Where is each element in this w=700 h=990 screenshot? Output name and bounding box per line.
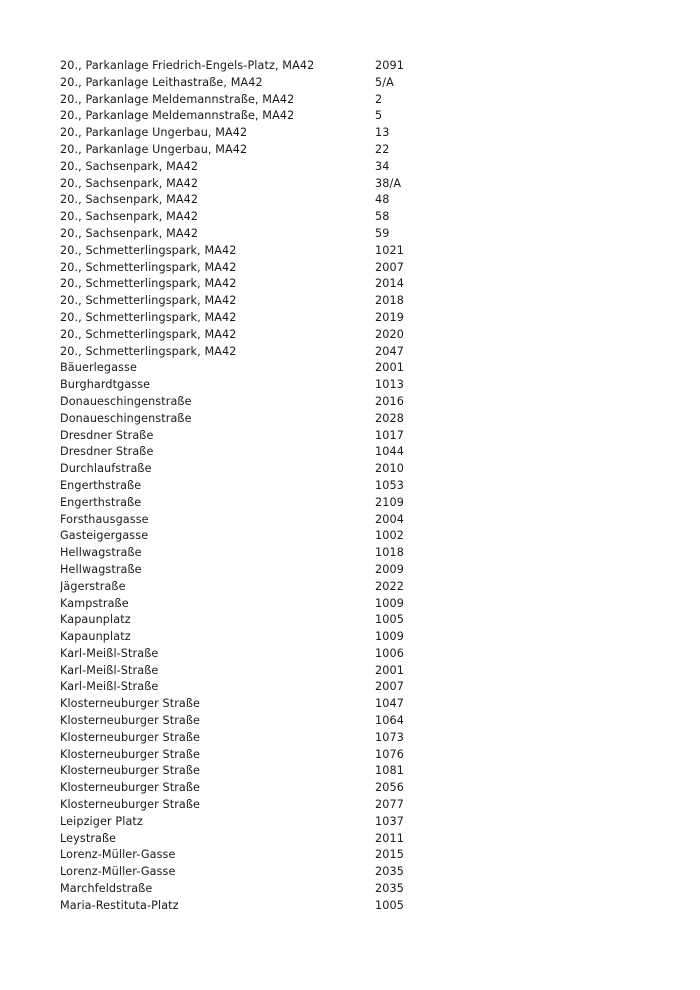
street-name-cell: 20., Schmetterlingspark, MA42	[60, 294, 237, 308]
number-cell: 1006	[375, 646, 404, 660]
street-name-cell: Jägerstraße	[60, 579, 126, 593]
table-row	[60, 461, 640, 478]
number-cell: 2010	[375, 462, 404, 476]
number-cell: 2004	[375, 512, 404, 526]
number-cell: 2091	[375, 59, 404, 72]
number-cell: 2018	[375, 294, 404, 308]
number-cell: 2009	[375, 562, 404, 576]
number-cell: 1044	[375, 445, 404, 459]
street-name-cell: Kapaunplatz	[60, 613, 131, 627]
street-name-cell: Klosterneuburger Straße	[60, 730, 201, 744]
street-name-cell: Bäuerlegasse	[60, 361, 137, 375]
number-cell: 1013	[375, 378, 404, 392]
table-row	[60, 528, 640, 545]
table-row	[60, 209, 640, 226]
table-row	[60, 763, 640, 780]
street-name-cell: Lorenz-Müller-Gasse	[60, 865, 176, 879]
number-cell: 2016	[375, 394, 404, 408]
table-row	[60, 142, 640, 159]
number-cell: 2056	[375, 781, 404, 795]
table-row	[60, 612, 640, 629]
number-cell: 2014	[375, 277, 404, 291]
table-row	[60, 881, 640, 898]
street-name-cell: 20., Schmetterlingspark, MA42	[60, 243, 237, 257]
table-row	[60, 344, 640, 361]
number-cell: 2035	[375, 865, 404, 879]
table-row	[60, 176, 640, 193]
table-row	[60, 545, 640, 562]
table-row	[60, 58, 640, 75]
street-name-cell: Burghardtgasse	[60, 378, 151, 392]
number-cell: 1037	[375, 814, 404, 828]
number-cell: 1021	[375, 243, 404, 257]
number-cell: 1047	[375, 697, 404, 711]
street-name-cell: 20., Parkanlage Ungerbau, MA42	[60, 142, 248, 156]
number-cell: 2022	[375, 579, 404, 593]
number-cell: 48	[375, 193, 390, 207]
table-row	[60, 596, 640, 613]
street-name-cell: Leystraße	[60, 831, 117, 845]
table-row	[60, 92, 640, 109]
number-cell: 1018	[375, 546, 404, 560]
number-cell: 1073	[375, 730, 404, 744]
table-row	[60, 327, 640, 344]
street-name-cell: Leipziger Platz	[60, 814, 143, 828]
number-cell: 2028	[375, 411, 404, 425]
street-name-cell: 20., Sachsenpark, MA42	[60, 159, 199, 173]
table-row	[60, 780, 640, 797]
table-row	[60, 495, 640, 512]
table-row	[60, 293, 640, 310]
number-cell: 2	[375, 92, 383, 106]
table-row	[60, 512, 640, 529]
number-cell: 1009	[375, 596, 404, 610]
table-row	[60, 864, 640, 881]
table-row	[60, 411, 640, 428]
number-cell: 2007	[375, 260, 404, 274]
number-cell: 1002	[375, 529, 404, 543]
street-name-cell: 20., Parkanlage Leithastraße, MA42	[60, 75, 263, 89]
table-row	[60, 394, 640, 411]
street-name-cell: 20., Schmetterlingspark, MA42	[60, 327, 237, 341]
number-cell: 2035	[375, 882, 404, 896]
table-row	[60, 444, 640, 461]
table-row	[60, 192, 640, 209]
street-name-cell: Karl-Meißl-Straße	[60, 646, 159, 660]
number-cell: 2007	[375, 680, 404, 694]
street-name-cell: Gasteigergasse	[60, 529, 149, 543]
table-row	[60, 747, 640, 764]
street-name-cell: Donaueschingenstraße	[60, 411, 192, 425]
table-row	[60, 377, 640, 394]
street-name-cell: Klosterneuburger Straße	[60, 697, 201, 711]
street-name-cell: Dresdner Straße	[60, 428, 154, 442]
number-cell: 1005	[375, 613, 404, 627]
street-name-cell: Klosterneuburger Straße	[60, 781, 201, 795]
street-name-cell: Maria-Restituta-Platz	[60, 898, 179, 912]
street-name-cell: 20., Parkanlage Ungerbau, MA42	[60, 126, 248, 140]
street-name-cell: Klosterneuburger Straße	[60, 747, 201, 761]
table-row	[60, 75, 640, 92]
table-row	[60, 243, 640, 260]
number-cell: 58	[375, 210, 390, 224]
table-row	[60, 898, 640, 915]
street-name-cell: Lorenz-Müller-Gasse	[60, 848, 176, 862]
number-cell: 13	[375, 126, 390, 140]
table-row	[60, 663, 640, 680]
table-row	[60, 679, 640, 696]
number-cell: 2019	[375, 310, 404, 324]
number-cell: 1009	[375, 630, 404, 644]
number-cell: 2015	[375, 848, 404, 862]
table-row	[60, 831, 640, 848]
number-cell: 5	[375, 109, 383, 123]
table-row	[60, 713, 640, 730]
number-cell: 1017	[375, 428, 404, 442]
street-name-cell: Forsthausgasse	[60, 512, 149, 526]
street-name-cell: Durchlaufstraße	[60, 462, 152, 476]
street-name-cell: Karl-Meißl-Straße	[60, 680, 159, 694]
number-cell: 34	[375, 159, 390, 173]
street-name-cell: Karl-Meißl-Straße	[60, 663, 159, 677]
street-name-cell: 20., Sachsenpark, MA42	[60, 193, 199, 207]
number-cell: 38/A	[375, 176, 402, 190]
street-name-cell: 20., Schmetterlingspark, MA42	[60, 310, 237, 324]
number-cell: 2109	[375, 495, 404, 509]
table-row	[60, 730, 640, 747]
number-cell: 2077	[375, 798, 404, 812]
street-name-cell: Donaueschingenstraße	[60, 394, 192, 408]
address-listing-table	[60, 58, 640, 915]
street-name-cell: Klosterneuburger Straße	[60, 714, 201, 728]
street-name-cell: 20., Sachsenpark, MA42	[60, 210, 199, 224]
table-row	[60, 360, 640, 377]
street-name-cell: 20., Parkanlage Meldemannstraße, MA42	[60, 109, 295, 123]
table-row	[60, 108, 640, 125]
table-row	[60, 478, 640, 495]
table-row	[60, 629, 640, 646]
street-name-cell: 20., Schmetterlingspark, MA42	[60, 344, 237, 358]
street-name-cell: Klosterneuburger Straße	[60, 764, 201, 778]
street-name-cell: Klosterneuburger Straße	[60, 798, 201, 812]
street-name-cell: 20., Sachsenpark, MA42	[60, 176, 199, 190]
street-name-cell: Kampstraße	[60, 596, 129, 610]
table-row	[60, 814, 640, 831]
number-cell: 2001	[375, 663, 404, 677]
street-name-cell: 20., Parkanlage Friedrich-Engels-Platz, MA42	[60, 59, 315, 72]
table-row	[60, 696, 640, 713]
table-row	[60, 847, 640, 864]
number-cell: 1053	[375, 478, 404, 492]
number-cell: 1076	[375, 747, 404, 761]
table-row	[60, 276, 640, 293]
table-row	[60, 579, 640, 596]
number-cell: 2020	[375, 327, 404, 341]
table-row	[60, 797, 640, 814]
number-cell: 2001	[375, 361, 404, 375]
street-name-cell: Hellwagstraße	[60, 546, 142, 560]
table-row	[60, 159, 640, 176]
street-name-cell: Kapaunplatz	[60, 630, 131, 644]
number-cell: 59	[375, 226, 390, 240]
table-row	[60, 428, 640, 445]
street-name-cell: 20., Parkanlage Meldemannstraße, MA42	[60, 92, 295, 106]
number-cell: 1081	[375, 764, 404, 778]
number-cell: 5/A	[375, 75, 394, 89]
number-cell: 22	[375, 142, 390, 156]
street-name-cell: 20., Sachsenpark, MA42	[60, 226, 199, 240]
street-name-cell: Engerthstraße	[60, 478, 142, 492]
street-name-cell: Dresdner Straße	[60, 445, 154, 459]
street-name-cell: Hellwagstraße	[60, 562, 142, 576]
table-row	[60, 260, 640, 277]
table-row	[60, 562, 640, 579]
number-cell: 2047	[375, 344, 404, 358]
table-row	[60, 226, 640, 243]
number-cell: 1005	[375, 898, 404, 912]
street-name-cell: Engerthstraße	[60, 495, 142, 509]
street-name-cell: 20., Schmetterlingspark, MA42	[60, 277, 237, 291]
table-row	[60, 646, 640, 663]
street-name-cell: 20., Schmetterlingspark, MA42	[60, 260, 237, 274]
table-row	[60, 125, 640, 142]
number-cell: 2011	[375, 831, 404, 845]
table-row	[60, 310, 640, 327]
number-cell: 1064	[375, 714, 404, 728]
street-name-cell: Marchfeldstraße	[60, 882, 153, 896]
